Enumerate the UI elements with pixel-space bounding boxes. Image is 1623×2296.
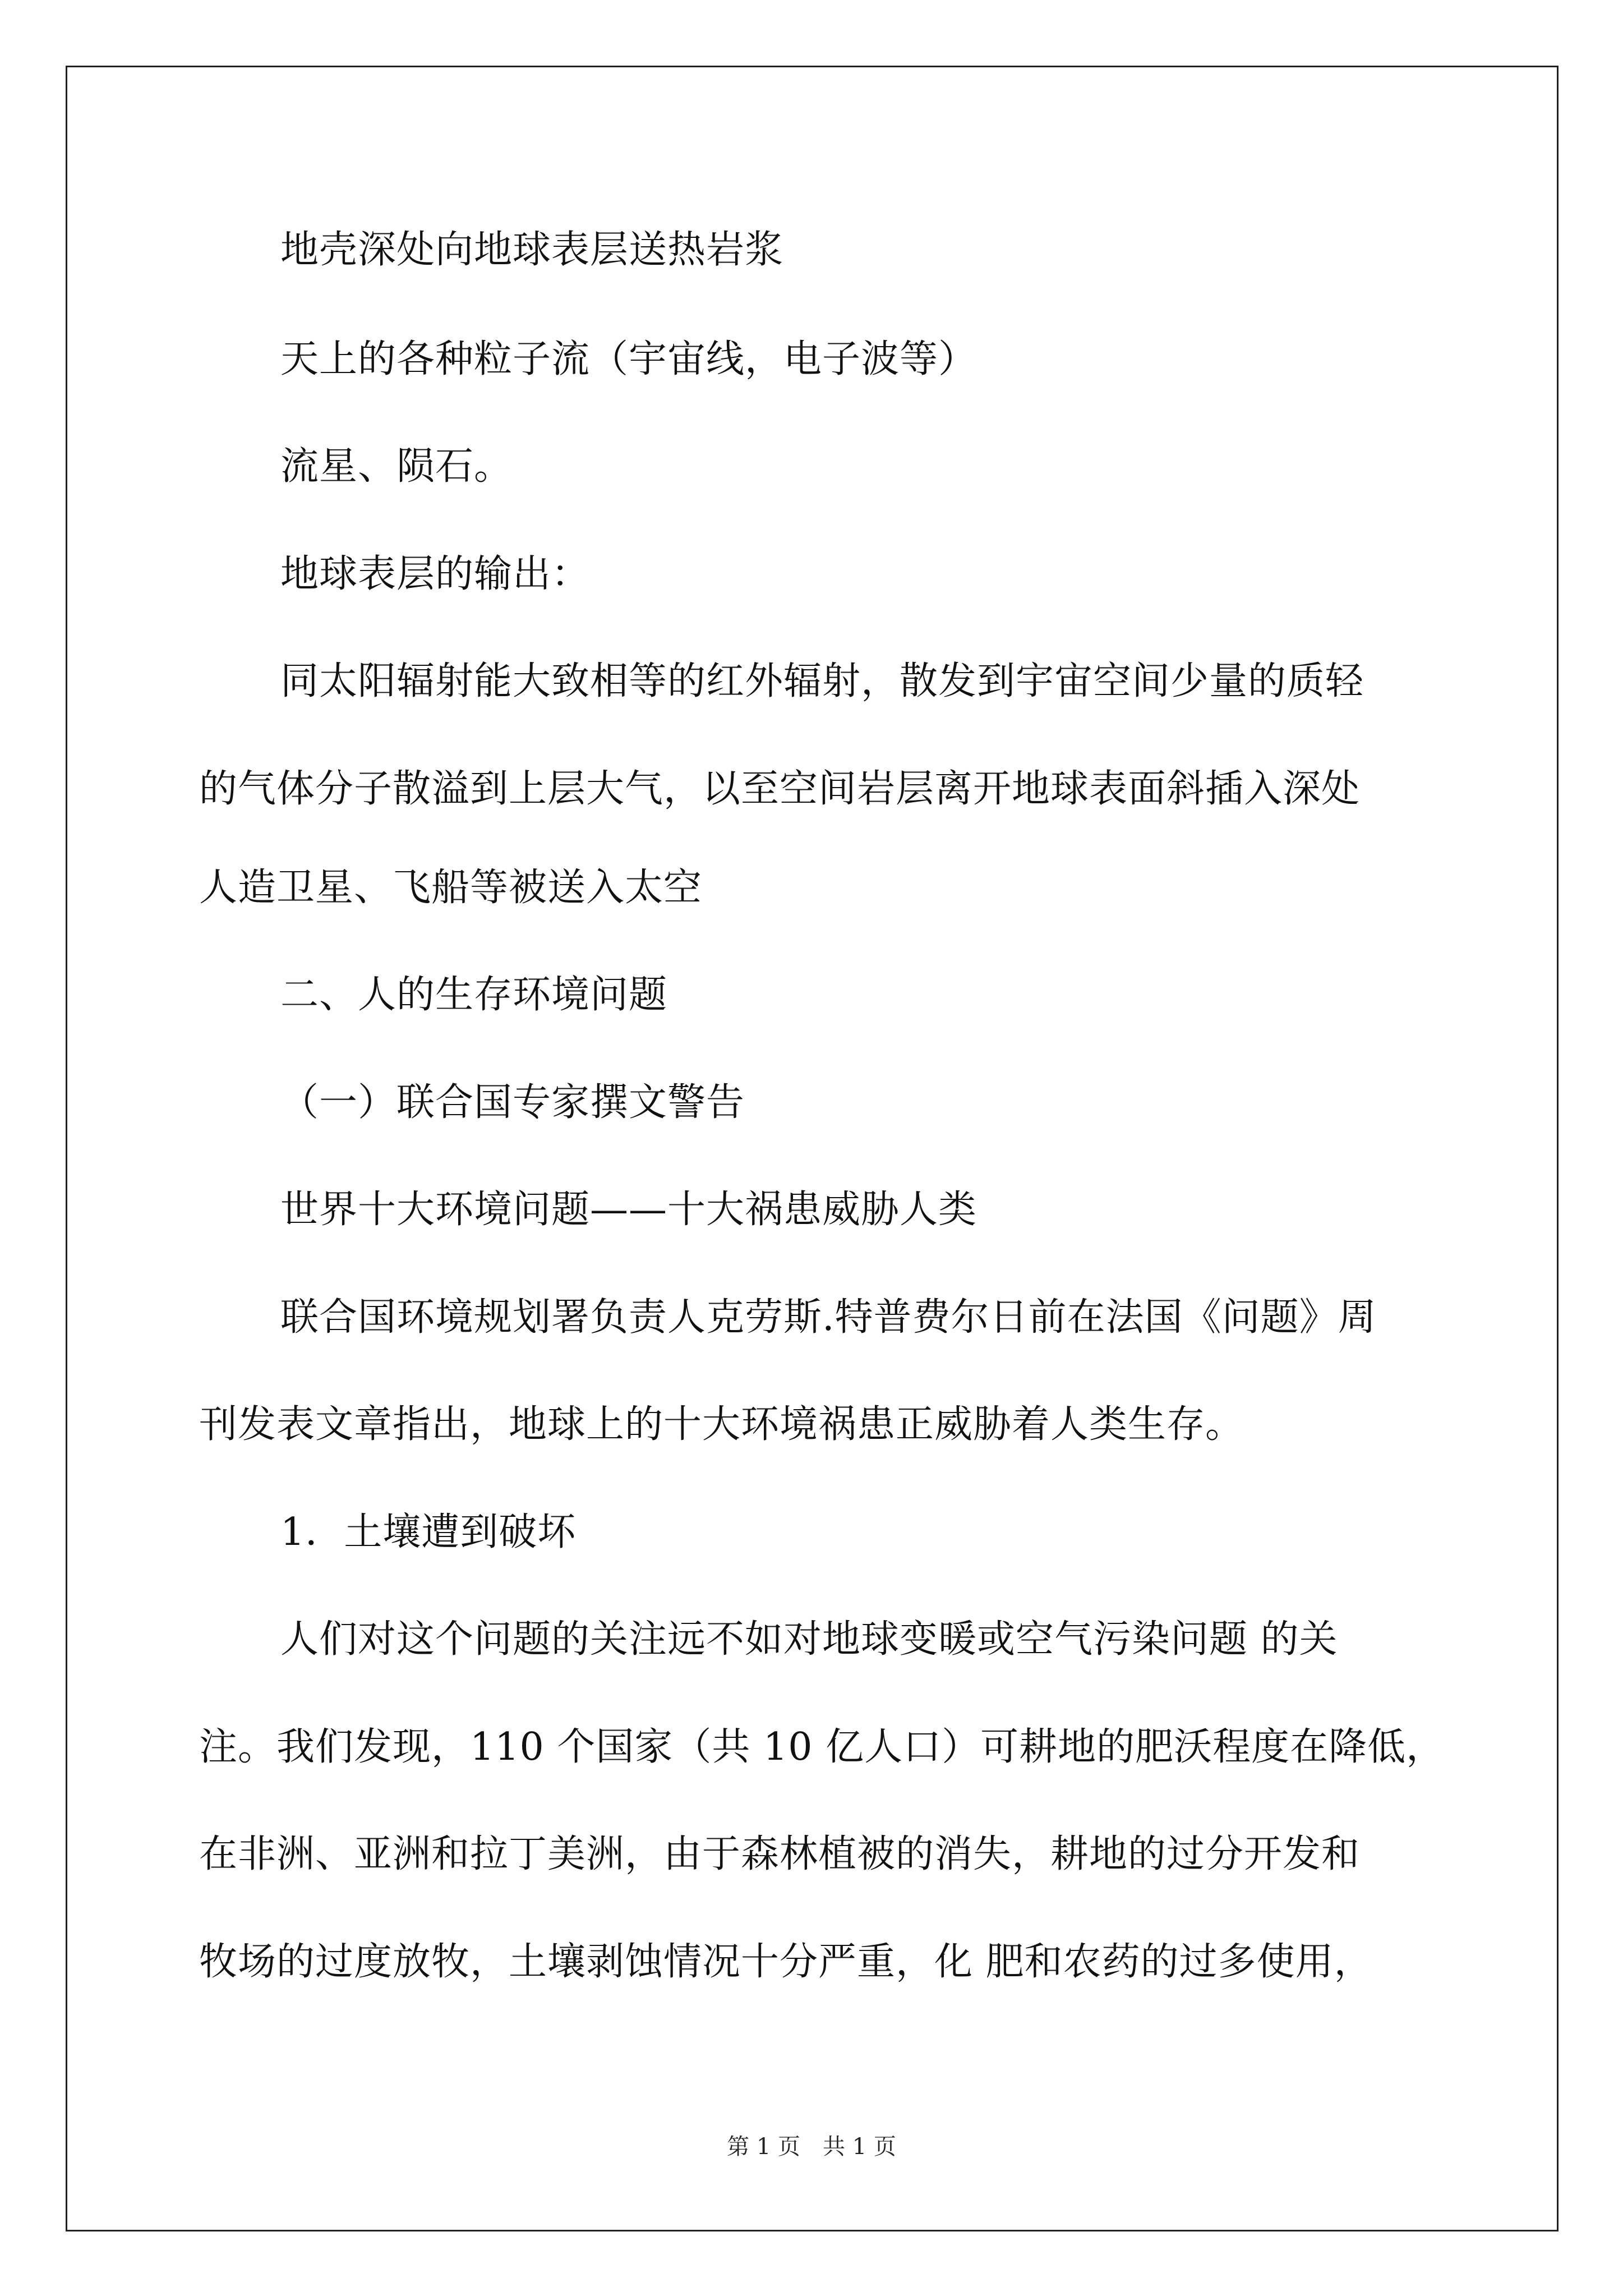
text-line: 地球表层的输出： — [280, 552, 591, 596]
text-line: 的气体分子散溢到上层大气，以至空间岩层离开地球表面斜插入深处 — [199, 767, 1361, 811]
text-line: 流星、陨石。 — [280, 444, 513, 489]
page-border — [66, 66, 1559, 2231]
text-line: 同太阳辐射能大致相等的红外辐射，散发到宇宙空间少量的质轻 — [280, 659, 1364, 703]
text-line: 地壳深处向地球表层送热岩浆 — [280, 228, 784, 272]
text-line: 联合国环境规划署负责人克劳斯.特普费尔日前在法国《问题》周 — [280, 1295, 1377, 1340]
text-line: 注。我们发现，110 个国家（共 10 亿人口）可耕地的肥沃程度在降低， — [199, 1725, 1445, 1769]
text-line: 人造卫星、飞船等被送入太空 — [199, 866, 703, 910]
text-line: 天上的各种粒子流（宇宙线，电子波等） — [280, 337, 978, 381]
page-footer: 第 1 页 共 1 页 — [727, 2134, 896, 2160]
text-line: 刊发表文章指出，地球上的十大环境祸患正威胁着人类生存。 — [199, 1402, 1244, 1447]
subsection-heading: （一）联合国专家撰文警告 — [280, 1080, 745, 1125]
text-line: 人们对这个问题的关注远不如对地球变暖或空气污染问题 的关 — [280, 1617, 1338, 1662]
text-line: 牧场的过度放牧，土壤剥蚀情况十分严重，化 肥和农药的过多使用， — [199, 1940, 1373, 1984]
text-line: 世界十大环境问题——十大祸患威胁人类 — [280, 1188, 978, 1232]
list-item-heading: 1．土壤遭到破坏 — [280, 1510, 577, 1554]
section-heading: 二、人的生存环境问题 — [280, 973, 668, 1017]
text-line: 在非洲、亚洲和拉丁美洲，由于森林植被的消失，耕地的过分开发和 — [199, 1832, 1361, 1876]
